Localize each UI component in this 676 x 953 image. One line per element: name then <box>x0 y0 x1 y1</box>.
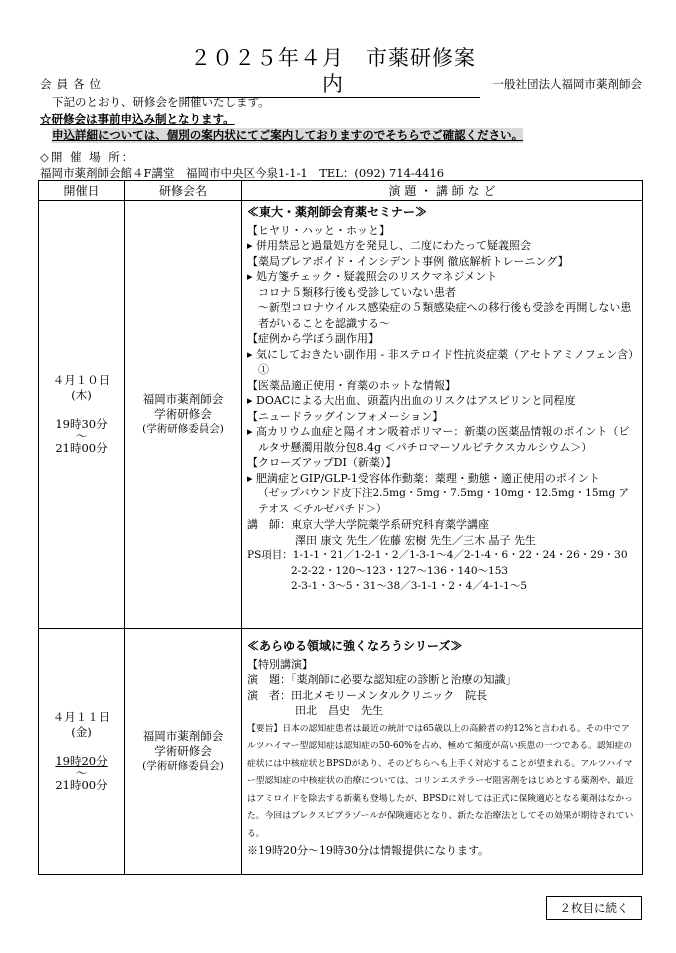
sub-item: コロナ５類移行後も受診していない患者 <box>258 285 456 299</box>
table-row <box>39 629 643 875</box>
organization-name: 一般社団法人福岡市薬剤師会 <box>492 77 642 91</box>
bullet-item: ▸ 高カリウム血症と陽イオン吸着ポリマー：新薬の医薬品情報のポイント（ビルタサ懸濁用散分包8.4g ＜パチロマーソルビテクスカルシウム＞） <box>247 425 630 454</box>
venue-address: 福岡市薬剤師会館４F講堂 福岡市中央区今泉1-1-1 TEL：(092) 714-4416 <box>40 166 445 180</box>
content-cell <box>242 629 643 875</box>
section-heading: 【症例から学ぼう副作用】 <box>247 332 379 345</box>
event-time-end: 21時00分 <box>55 441 108 455</box>
bullet-item: ▸ 処方箋チェック・疑義照会のリスクマネジメント <box>247 270 498 283</box>
ps-label: PS項目： <box>247 549 293 561</box>
seminar-committee: (学術研修委員会) <box>142 760 224 772</box>
venue-label: ◇開 催 場 所： <box>40 150 136 164</box>
event-time-start: 19時20分 <box>55 754 108 768</box>
program-title: ≪あらゆる領域に強くなろうシリーズ≫ <box>247 639 463 653</box>
date-cell <box>39 629 125 875</box>
ps-items: 2-3-1・3〜5・31〜38／3-1-1・2・4／4-1-1〜5 <box>291 580 528 592</box>
sub-item: （ゼップバウンド皮下注2.5mg・5mg・7.5mg・10mg・12.5mg・15mg アテオス ＜チルゼパチド＞） <box>258 487 630 515</box>
event-date: ４月１１日 <box>52 710 111 724</box>
lecturer-affiliation: 演 者：田北メモリーメンタルクリニック 院長 <box>247 688 488 702</box>
date-cell <box>39 201 125 629</box>
program-title: ≪東大・薬剤師会育薬セミナー≫ <box>247 205 428 219</box>
event-time-end: 21時00分 <box>55 778 108 792</box>
section-heading: 【ニュードラッグインフォメーション】 <box>247 409 444 423</box>
event-time-tilde: 〜 <box>75 766 88 780</box>
speaker-line <box>247 517 636 533</box>
lecturer-name: 田北 昌史 先生 <box>295 704 383 717</box>
seminar-cell <box>125 629 242 875</box>
bullet-item: ▸ 気にしておきたい副作用 - 非ステロイド性抗炎症薬（アセトアミノフェン含）① <box>247 347 634 376</box>
event-date: ４月１０日 <box>52 373 111 387</box>
header-content: 演 題 ・ 講 師 な ど <box>242 181 643 201</box>
section-heading: 【クローズアップDI（新薬）】 <box>247 456 397 469</box>
section-heading: 【医薬品適正使用・育薬のホットな情報】 <box>247 378 456 392</box>
ps-items: 1-1-1・21／1-2-1・2／1-3-1〜4／2-1-4・6・22・24・26・29・30 <box>292 549 628 561</box>
event-weekday: (金) <box>71 725 92 739</box>
speaker-names: 澤田 康文 先生／佐藤 宏樹 先生／三木 晶子 先生 <box>295 533 536 547</box>
seminar-name: 福岡市薬剤師会 <box>142 392 224 406</box>
seminar-cell <box>125 201 242 629</box>
event-time-tilde: 〜 <box>75 429 88 443</box>
section-heading: 【薬局プレアボイド・インシデント事例 徹底解析トレーニング】 <box>247 254 569 268</box>
sub-item: 〜新型コロナウイルス感染症の５類感染症への移行後も受診を再開しない患者がいることを認識する〜 <box>258 301 632 330</box>
page-title: ２０２５年４月 市薬研修案内 <box>186 45 480 98</box>
speaker-affiliation: 東京大学大学院薬学系研究科育薬学講座 <box>291 518 489 531</box>
seminar-committee: (学術研修委員会) <box>142 423 224 435</box>
content-cell <box>242 201 643 629</box>
registration-detail-notice: 申込詳細については、個別の案内状にてご案内しておりますのでそちらでご確認ください。 <box>52 128 524 142</box>
lecture-topic: 演 題：「薬剤師に必要な認知症の診断と治療の知識」 <box>247 673 517 686</box>
registration-notice: ☆研修会は事前申込み制となります。 <box>40 112 235 126</box>
intro-text: 下記のとおり、研修会を開催いたします。 <box>52 95 270 109</box>
ps-line <box>247 548 636 564</box>
seminar-name: 福岡市薬剤師会 <box>142 729 224 743</box>
bullet-item: ▸ 併用禁忌と過量処方を発見し、二度にわたって疑義照会 <box>247 239 532 252</box>
section-heading: 【ヒヤリ・ハッと・ホッと】 <box>247 223 390 237</box>
section-heading: 【特別講演】 <box>247 657 313 671</box>
bullet-item: ▸ DOACによる大出血、頭蓋内出血のリスクはアスピリンと同程度 <box>247 394 576 407</box>
schedule-table <box>38 180 643 875</box>
continued-label: ２枚目に続く <box>546 896 642 920</box>
members-salutation: 会員各位 <box>40 77 106 91</box>
header-seminar: 研修会名 <box>125 181 242 201</box>
seminar-type: 学術研修会 <box>154 744 212 758</box>
bullet-item: ▸ 肥満症とGIP/GLP-1受容体作動薬：薬理・動態・適正使用のポイント <box>247 471 600 485</box>
seminar-type: 学術研修会 <box>154 407 212 421</box>
ps-items: 2-2-22・120〜123・127〜136・140〜153 <box>291 564 509 577</box>
header-date: 開催日 <box>39 181 125 201</box>
table-row <box>39 201 643 629</box>
info-note: ※19時20分〜19時30分は情報提供になります。 <box>247 844 490 857</box>
speaker-label: 講 師： <box>247 518 291 531</box>
table-header-row <box>39 181 643 201</box>
event-weekday: (木) <box>71 388 92 402</box>
event-time-start: 19時30分 <box>55 417 108 431</box>
lecture-abstract: 【要旨】日本の認知症患者は最近の統計では65歳以上の高齢者の約12%と言われる。その中でアルツハイマー型認知症は認知症の50-60%を占め、極めて頻度が高い疾患の一つである。認知症の症状には中核症状とBPSDがあり、そのどちらへも上手く対応することが望まれる。アルツハイマー型認知症の中核症状の治療については、コリンエステラーゼ阻害剤をはじめとする薬剤や、最近はアミロイドを除去する新薬も登場したが、BPSDに対しては正式に保険適応となる薬剤はなかった。今回はブレクスピプラゾールが保険適応となり、新たな治療法としてその効果が期待されている。 <box>247 723 634 839</box>
